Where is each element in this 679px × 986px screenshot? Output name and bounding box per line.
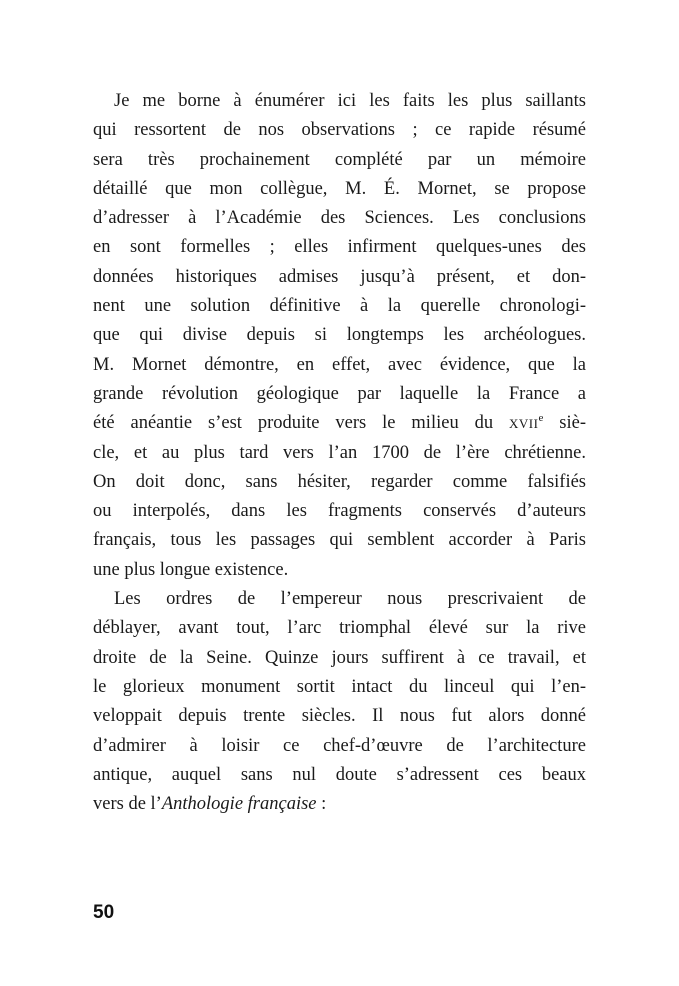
text-segment: On doit donc, sans hésiter, regarder comme falsifiés xyxy=(93,471,586,492)
text-segment: nent une solution définitive à la querelle chronologi- xyxy=(93,296,586,317)
text-line xyxy=(93,380,586,409)
text-block xyxy=(93,87,586,819)
text-line xyxy=(93,321,586,350)
text-line xyxy=(93,526,586,555)
text-line xyxy=(93,673,586,702)
text-segment: cle, et au plus tard vers l’an 1700 de l’ère chrétienne. xyxy=(93,442,586,463)
text-line xyxy=(93,175,586,204)
text-line xyxy=(93,233,586,262)
text-segment-sup: e xyxy=(538,412,544,425)
text-line xyxy=(93,790,586,819)
text-segment: français, tous les passages qui semblent accorder à Paris xyxy=(93,530,586,551)
text-segment: Je me borne à énumérer ici les faits les plus saillants xyxy=(114,91,586,111)
text-segment: veloppait depuis trente siècles. Il nous fut alors donné xyxy=(93,706,586,727)
text-segment: en sont formelles ; elles infirment quelques-unes des xyxy=(93,237,586,258)
text-line xyxy=(93,292,586,321)
text-line xyxy=(93,263,586,292)
text-segment: Les ordres de l’empereur nous prescrivaient de xyxy=(114,589,586,610)
text-segment: été anéantie s’est produite vers le milieu du xyxy=(93,413,510,434)
text-segment-italic: Anthologie française xyxy=(161,794,317,815)
text-segment: : xyxy=(316,794,327,815)
text-segment-smallcaps: xvii xyxy=(509,413,539,434)
text-segment: grande révolution géologique par laquelle la France a xyxy=(93,383,586,404)
text-segment: données historiques admises jusqu’à présent, et don- xyxy=(93,266,586,287)
text-line xyxy=(93,439,586,468)
text-line xyxy=(93,614,586,643)
text-line xyxy=(93,116,586,145)
text-segment: M. Mornet démontre, en effet, avec évidence, que la xyxy=(93,354,586,375)
text-segment: déblayer, avant tout, l’arc triomphal élevé sur la rive xyxy=(93,618,586,639)
text-line xyxy=(93,146,586,175)
text-line xyxy=(93,409,586,438)
text-line xyxy=(93,732,586,761)
text-line xyxy=(93,556,586,585)
text-segment: sera très prochainement complété par un mémoire xyxy=(93,149,586,170)
text-segment: détaillé que mon collègue, M. É. Mornet, se propose xyxy=(93,178,586,199)
text-segment: d’adresser à l’Académie des Sciences. Les conclusions xyxy=(93,208,586,229)
text-segment: droite de la Seine. Quinze jours suffirent à ce travail, et xyxy=(93,647,586,668)
text-line xyxy=(93,702,586,731)
text-line xyxy=(93,644,586,673)
text-line xyxy=(93,87,586,116)
page-number: 50 xyxy=(93,902,115,923)
text-line xyxy=(93,351,586,380)
text-segment: qui ressortent de nos observations ; ce rapide résumé xyxy=(93,120,586,141)
text-segment: ou interpolés, dans les fragments conservés d’auteurs xyxy=(93,501,586,522)
text-segment: le glorieux monument sortit intact du linceul qui l’en- xyxy=(93,676,586,697)
text-segment: antique, auquel sans nul doute s’adressent ces beaux xyxy=(93,764,586,785)
text-line xyxy=(93,585,586,614)
text-segment: vers de l’ xyxy=(93,794,162,815)
text-segment: que qui divise depuis si longtemps les archéologues. xyxy=(93,325,586,346)
text-line xyxy=(93,204,586,233)
text-segment: d’admirer à loisir ce chef-d’œuvre de l’architecture xyxy=(93,735,586,756)
text-segment: une plus longue existence. xyxy=(93,559,289,580)
text-line xyxy=(93,497,586,526)
text-line xyxy=(93,468,586,497)
text-segment: siè- xyxy=(543,413,586,434)
text-line xyxy=(93,761,586,790)
